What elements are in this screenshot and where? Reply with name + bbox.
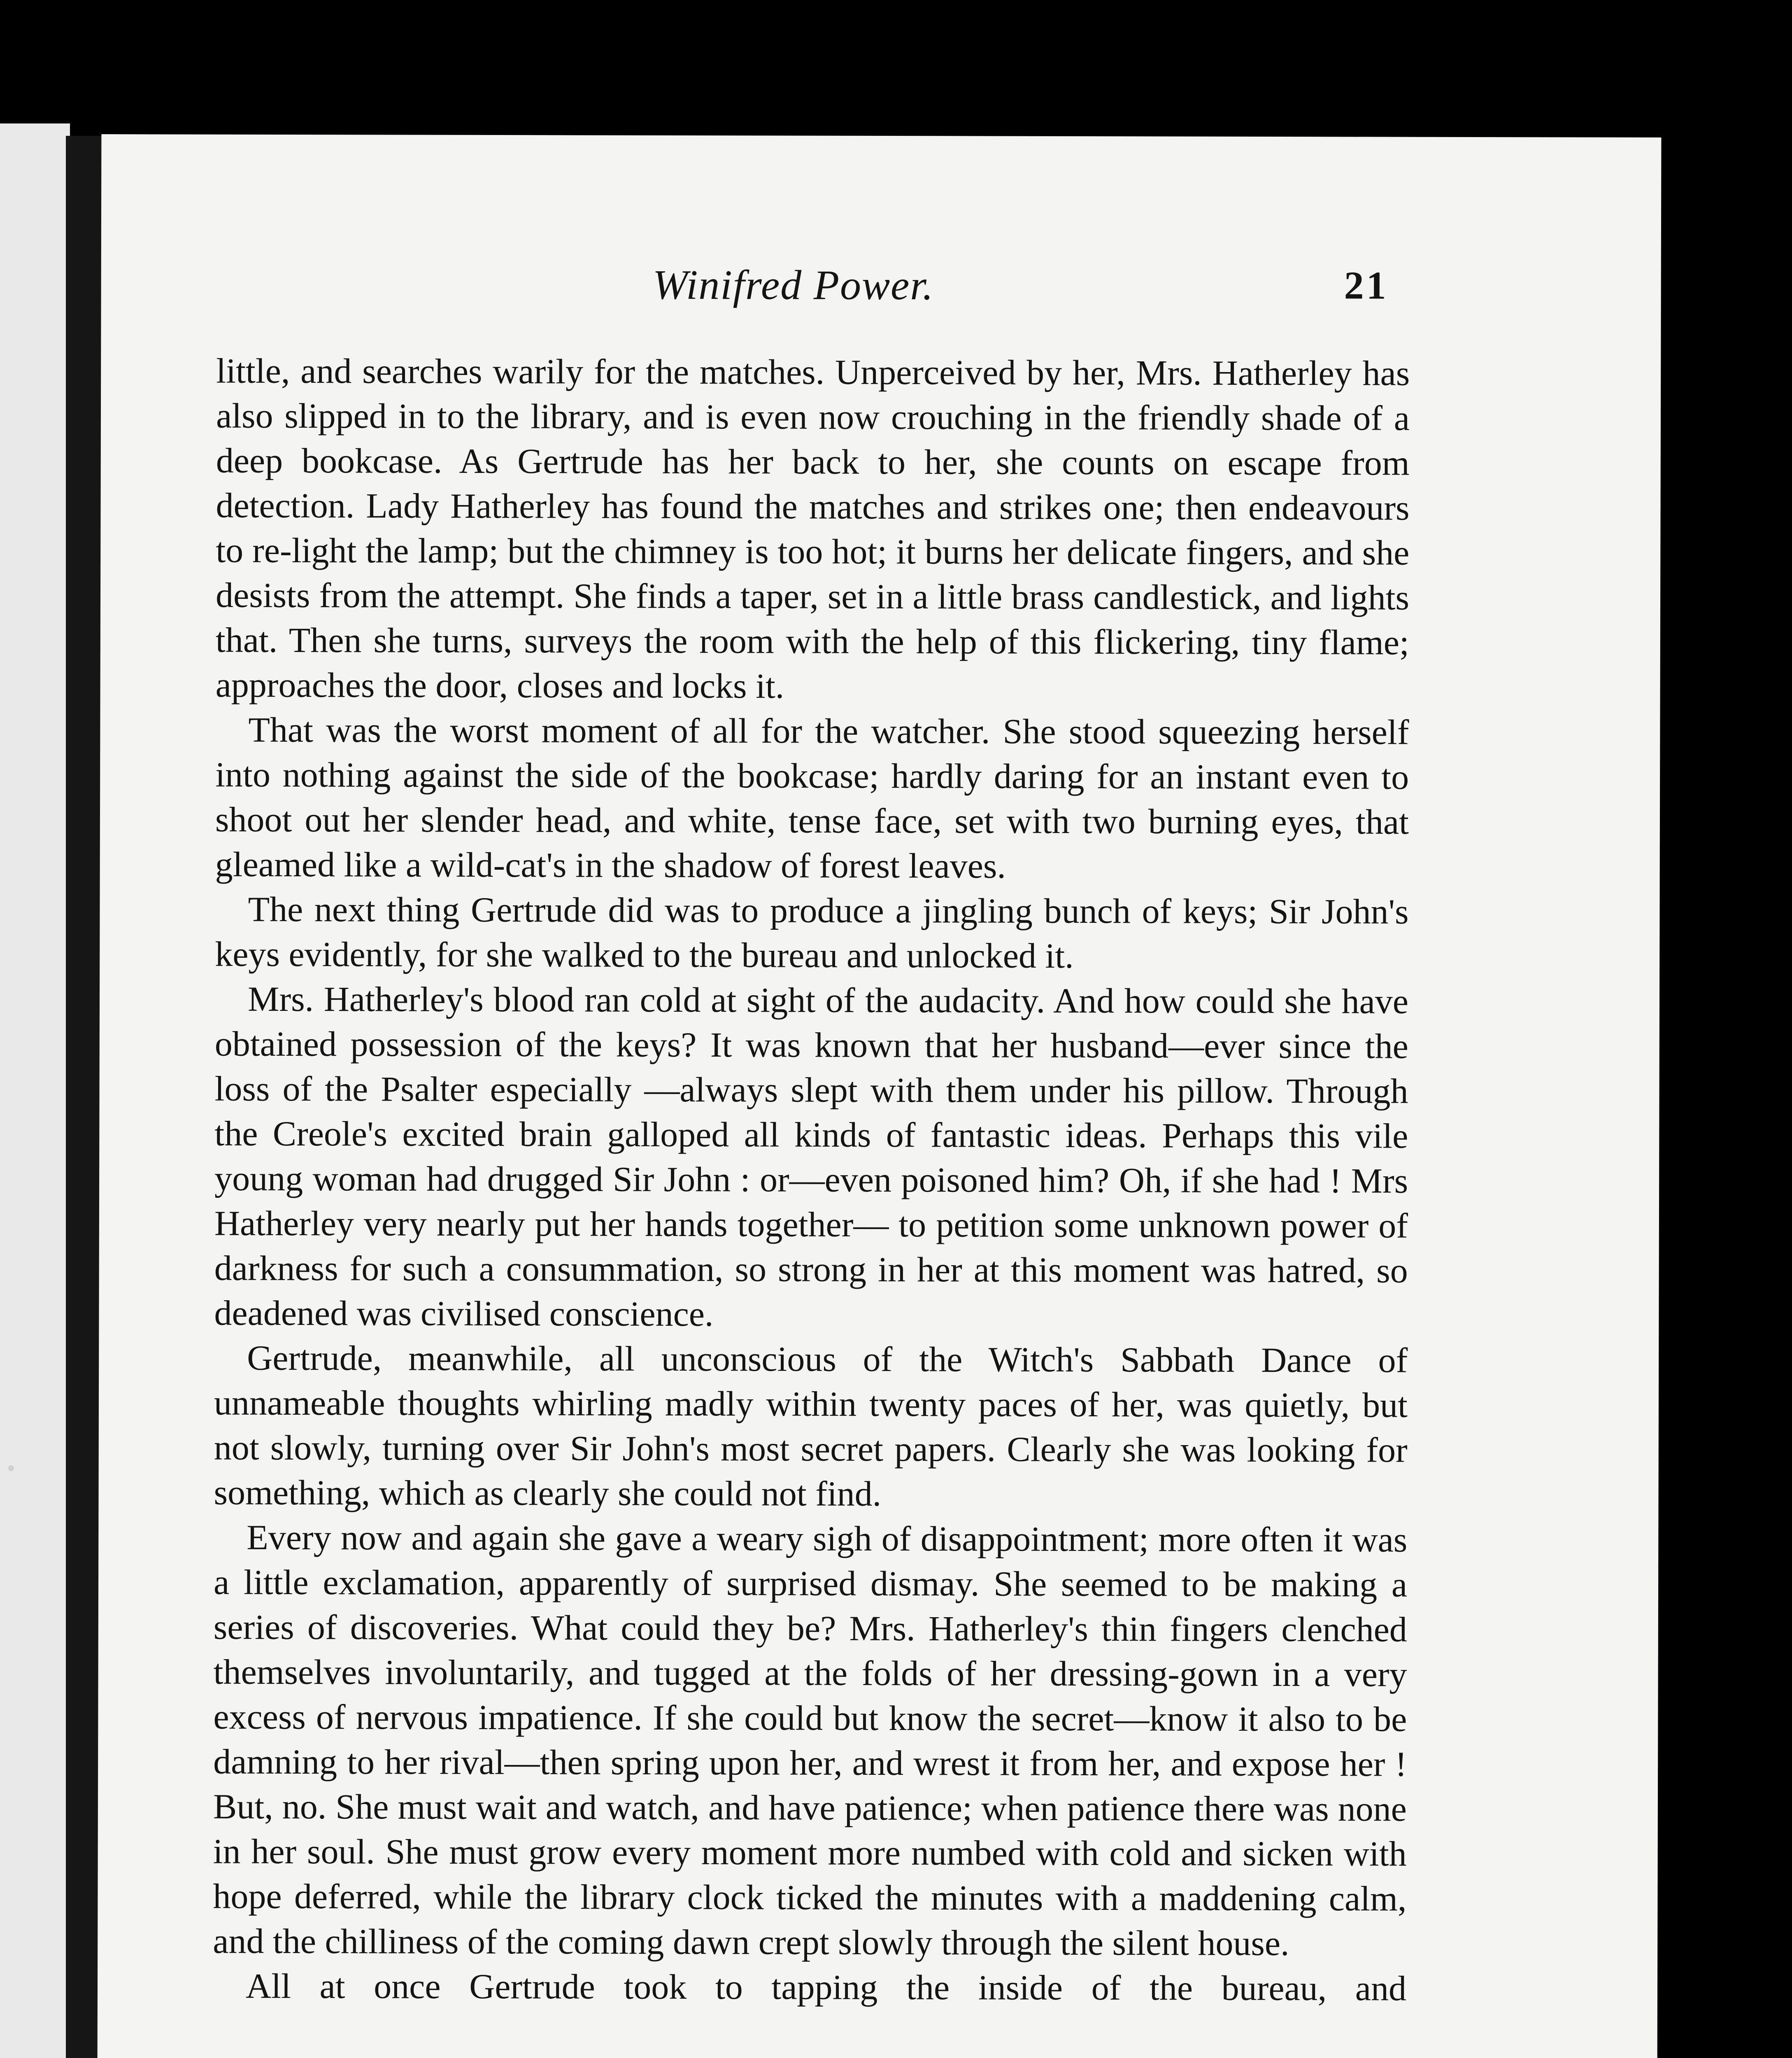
paragraph: little, and searches warily for the matches. Unperceived by her, Mrs. Hatherley has also slipped in to the library, and is even now crouching in the friendly shade of a deep bookcase. As Gertrude has her back to her, she counts on escape from detection. Lady Hatherley has found the matches and strikes one; then endeavours to re-light the lamp; but the chimney is too hot; it burns her delicate fingers, and she desists from the attempt. She finds a taper, set in a little brass candlestick, and lights that. Then she turns, surveys the room with the help of this flickering, tiny flame; approaches the door, closes and locks it. [215,351,1410,706]
paragraph: That was the worst moment of all for the watcher. She stood squeezing herself into nothing against the side of the bookcase; hardly daring for an instant even to shoot out her slender head, and white, tense face, set with two burning eyes, that gleamed like a wild-cat's in the shadow of forest leaves. [215,710,1409,886]
paragraph: The next thing Gertrude did was to produce a jingling bunch of keys; Sir John's keys evidently, for she walked to the bureau and unlocked it. [215,889,1409,975]
paragraph: All at once Gertrude took to tapping the inside of the bureau, and [245,1966,1407,2008]
scan-speck [8,1465,14,1471]
running-head [101,260,1661,345]
running-title: Winifred Power. [652,261,934,309]
page-number: 21 [1344,263,1389,307]
body-text [213,349,1410,2011]
facing-page-edge [0,123,70,2058]
book-page [96,134,1662,2058]
paragraph: Gertrude, meanwhile, all unconscious of the Witch's Sabbath Dance of unnameable thoughts whirling madly within twenty paces of her, was quietly, but not slowly, turning over Sir John's most secret papers. Clearly she was looking for something, which as clearly she could not find. [214,1338,1408,1514]
paragraph: Every now and again she gave a weary sigh of disappointment; more often it was a little exclamation, apparently of surprised dismay. She seemed to be making a series of discoveries. What could they be? Mrs. Hatherley's thin fingers clenched themselves involuntarily, and tugged at the folds of her dressing-gown in a very excess of nervous impatience. If she could but know the secret—know it also to be damning to her rival—then spring upon her, and wrest it from her, and expose her ! But, no. She must wait and watch, and have patience; when patience there was none in her soul. She must grow every moment more numbed with cold and sicken with hope deferred, while the library clock ticked the minutes with a maddening calm, and the chilliness of the coming dawn crept slowly through the silent house. [213,1517,1408,1963]
paragraph: Mrs. Hatherley's blood ran cold at sight of the audacity. And how could she have obtained possession of the keys? It was known that her husband—ever since the loss of the Psalter especially —always slept with them under his pillow. Through the Creole's excited brain galloped all kinds of fantastic ideas. Perhaps this vile young woman had drugged Sir John : or—even poisoned him? Oh, if she had ! Mrs Hatherley very nearly put her hands together— to petition some unknown power of darkness for such a consummation, so strong in her at this moment was hatred, so deadened was civilised conscience. [214,979,1409,1334]
